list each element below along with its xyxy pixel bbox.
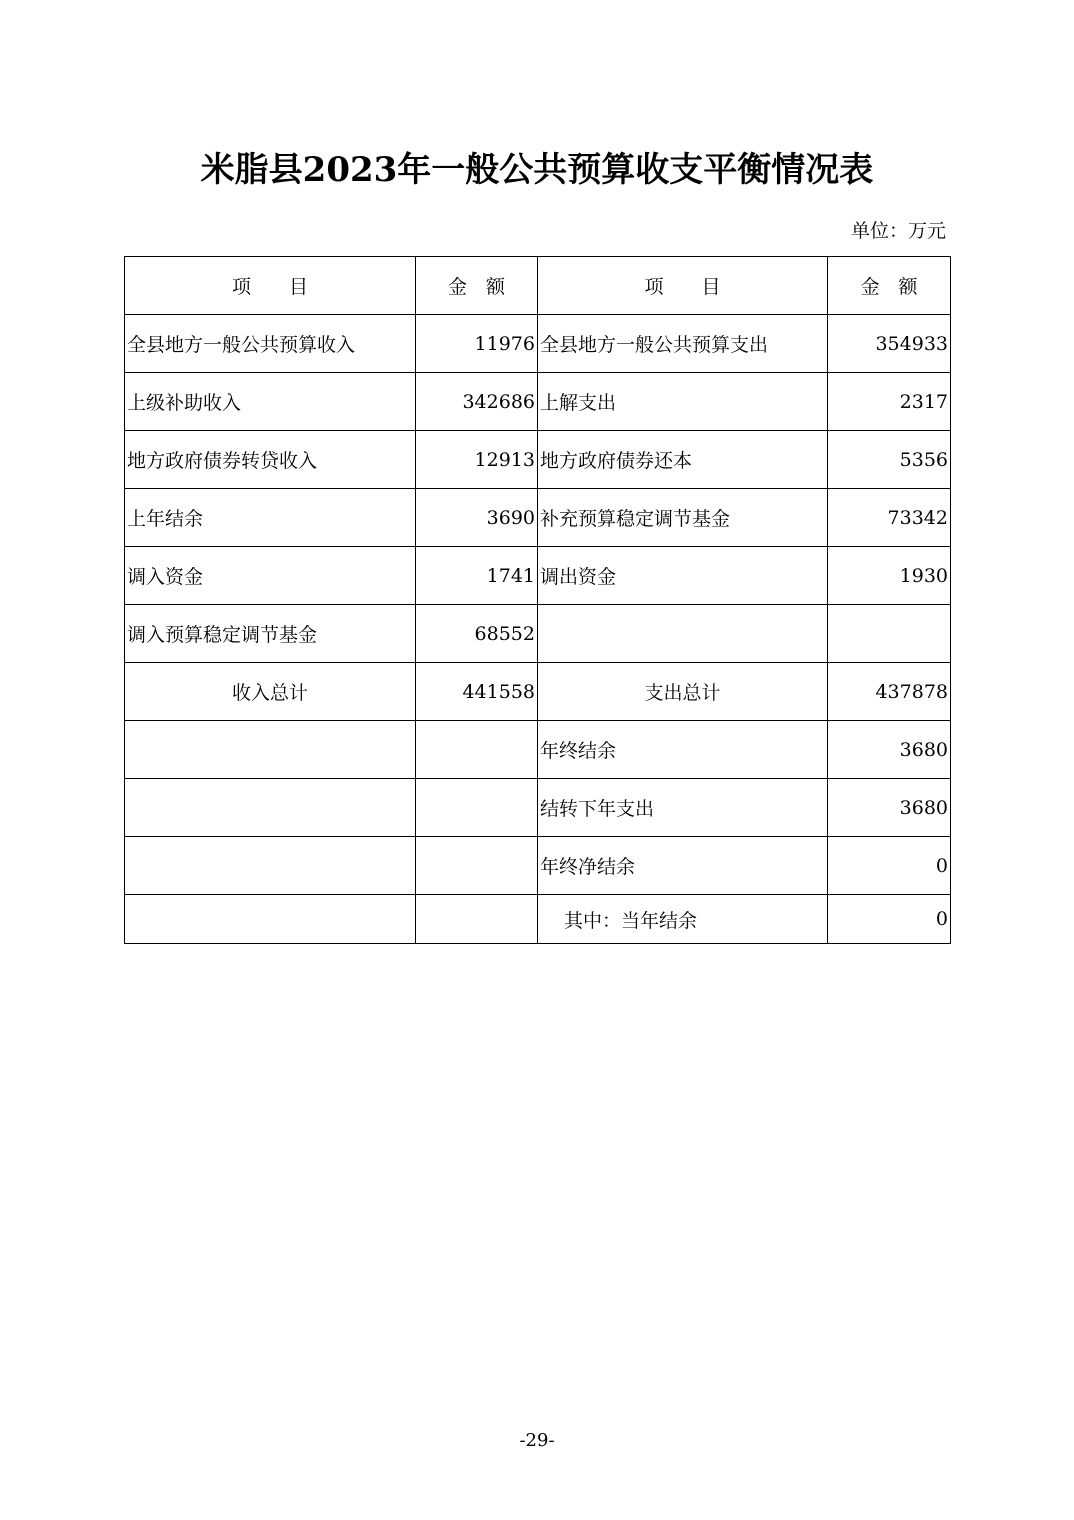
income-amount: 68552 bbox=[416, 605, 538, 663]
expense-amount bbox=[828, 605, 951, 663]
income-amount: 342686 bbox=[416, 373, 538, 431]
income-item: 地方政府债券转贷收入 bbox=[125, 431, 416, 489]
income-amount bbox=[416, 721, 538, 779]
table-header-row bbox=[125, 257, 951, 315]
income-item: 调入预算稳定调节基金 bbox=[125, 605, 416, 663]
table-row bbox=[125, 721, 951, 779]
expense-amount: 1930 bbox=[828, 547, 951, 605]
expense-amount: 3680 bbox=[828, 721, 951, 779]
expense-amount: 0 bbox=[828, 837, 951, 895]
income-item: 调入资金 bbox=[125, 547, 416, 605]
expense-item: 地方政府债券还本 bbox=[538, 431, 828, 489]
income-item bbox=[125, 721, 416, 779]
expense-item bbox=[538, 605, 828, 663]
expense-item: 其中：当年结余 bbox=[538, 895, 828, 944]
table-row bbox=[125, 373, 951, 431]
income-amount bbox=[416, 779, 538, 837]
income-amount: 3690 bbox=[416, 489, 538, 547]
income-amount: 1741 bbox=[416, 547, 538, 605]
expense-total-label: 支出总计 bbox=[538, 663, 828, 721]
expense-amount: 2317 bbox=[828, 373, 951, 431]
expense-amount: 354933 bbox=[828, 315, 951, 373]
income-amount bbox=[416, 895, 538, 944]
expense-amount: 73342 bbox=[828, 489, 951, 547]
expense-amount: 0 bbox=[828, 895, 951, 944]
income-item bbox=[125, 895, 416, 944]
totals-row bbox=[125, 663, 951, 721]
expense-item: 年终结余 bbox=[538, 721, 828, 779]
income-item bbox=[125, 779, 416, 837]
income-amount: 12913 bbox=[416, 431, 538, 489]
expense-item: 全县地方一般公共预算支出 bbox=[538, 315, 828, 373]
expense-item: 调出资金 bbox=[538, 547, 828, 605]
expense-amount: 5356 bbox=[828, 431, 951, 489]
expense-item: 上解支出 bbox=[538, 373, 828, 431]
budget-balance-table bbox=[124, 256, 951, 944]
expense-item: 年终净结余 bbox=[538, 837, 828, 895]
table-row bbox=[125, 315, 951, 373]
table-row bbox=[125, 547, 951, 605]
header-expense-item: 项 目 bbox=[538, 257, 828, 315]
table-row bbox=[125, 431, 951, 489]
expense-item: 结转下年支出 bbox=[538, 779, 828, 837]
expense-amount: 3680 bbox=[828, 779, 951, 837]
income-amount: 11976 bbox=[416, 315, 538, 373]
table-row bbox=[125, 489, 951, 547]
unit-label: 单位：万元 bbox=[850, 220, 946, 242]
page-number: -29- bbox=[519, 1430, 555, 1451]
income-item: 全县地方一般公共预算收入 bbox=[125, 315, 416, 373]
income-item: 上年结余 bbox=[125, 489, 416, 547]
income-amount bbox=[416, 837, 538, 895]
income-total-label: 收入总计 bbox=[125, 663, 416, 721]
table-row bbox=[125, 779, 951, 837]
income-item bbox=[125, 837, 416, 895]
header-income-amount: 金 额 bbox=[416, 257, 538, 315]
table-row bbox=[125, 605, 951, 663]
table-row bbox=[125, 895, 951, 944]
page-title: 米脂县2023年一般公共预算收支平衡情况表 bbox=[200, 150, 874, 190]
header-income-item: 项 目 bbox=[125, 257, 416, 315]
header-expense-amount: 金 额 bbox=[828, 257, 951, 315]
income-total-amount: 441558 bbox=[416, 663, 538, 721]
table-row bbox=[125, 837, 951, 895]
income-item: 上级补助收入 bbox=[125, 373, 416, 431]
expense-item: 补充预算稳定调节基金 bbox=[538, 489, 828, 547]
expense-total-amount: 437878 bbox=[828, 663, 951, 721]
